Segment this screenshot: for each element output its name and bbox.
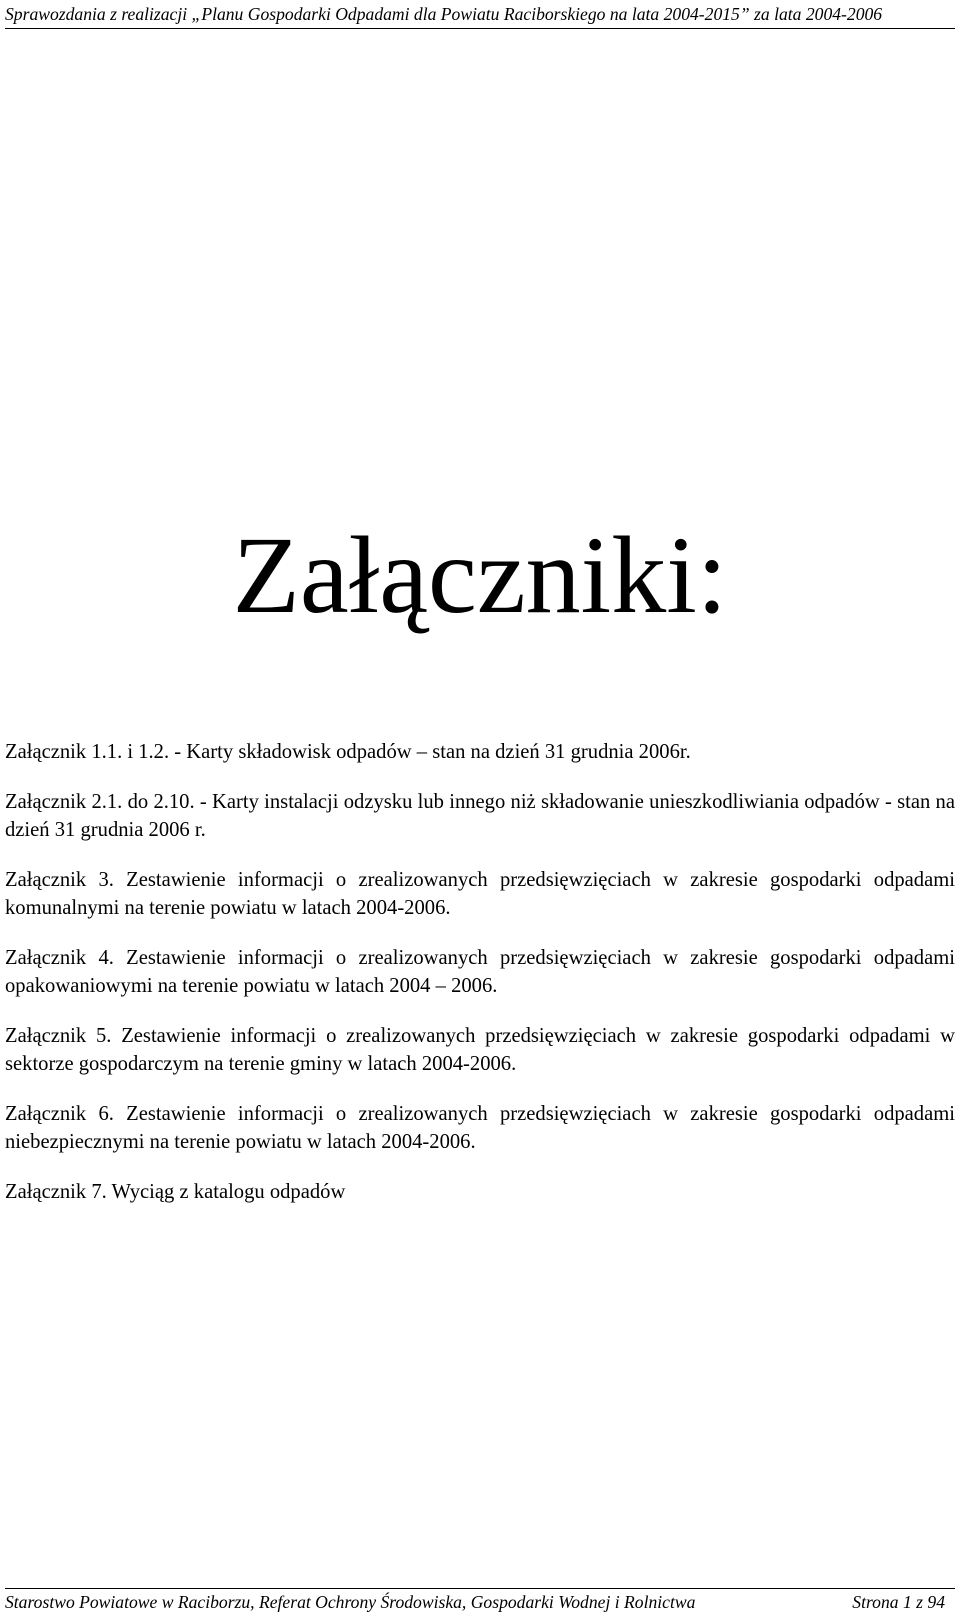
header-text: Sprawozdania z realizacji „Planu Gospodarki Odpadami dla Powiatu Raciborskiego na lata 2004-2015” za lata 2004-2006	[5, 4, 883, 24]
page-number: Strona 1 z 94	[852, 1592, 945, 1612]
page-title: Załączniki:	[232, 514, 728, 636]
attachment-3: Załącznik 3. Zestawienie informacji o zrealizowanych przedsięwzięciach w zakresie gospodarki odpadami komunalnymi na terenie powiatu w latach 2004-2006.	[5, 868, 955, 919]
attachments-list	[5, 738, 955, 1206]
page-header	[5, 2, 955, 29]
attachment-5: Załącznik 5. Zestawienie informacji o zrealizowanych przedsięwzięciach w zakresie gospodarki odpadami w sektorze gospodarczym na terenie gminy w latach 2004-2006.	[5, 1024, 955, 1075]
attachment-2: Załącznik 2.1. do 2.10. - Karty instalacji odzysku lub innego niż składowanie unieszkodliwiania odpadów - stan na dzień 31 grudnia 2006 r.	[5, 790, 955, 841]
attachment-6: Załącznik 6. Zestawienie informacji o zrealizowanych przedsięwzięciach w zakresie gospodarki odpadami niebezpiecznymi na terenie powiatu w latach 2004-2006.	[5, 1102, 955, 1153]
footer-institution: Starostwo Powiatowe w Raciborzu, Referat Ochrony Środowiska, Gospodarki Wodnej i Rolnictwa	[5, 1592, 696, 1612]
page-footer	[5, 1588, 955, 1615]
attachment-4: Załącznik 4. Zestawienie informacji o zrealizowanych przedsięwzięciach w zakresie gospodarki odpadami opakowaniowymi na terenie powiatu w latach 2004 – 2006.	[5, 946, 955, 997]
attachment-1: Załącznik 1.1. i 1.2. - Karty składowisk odpadów – stan na dzień 31 grudnia 2006r.	[5, 741, 691, 763]
attachment-7: Załącznik 7. Wyciąg z katalogu odpadów	[5, 1180, 346, 1203]
